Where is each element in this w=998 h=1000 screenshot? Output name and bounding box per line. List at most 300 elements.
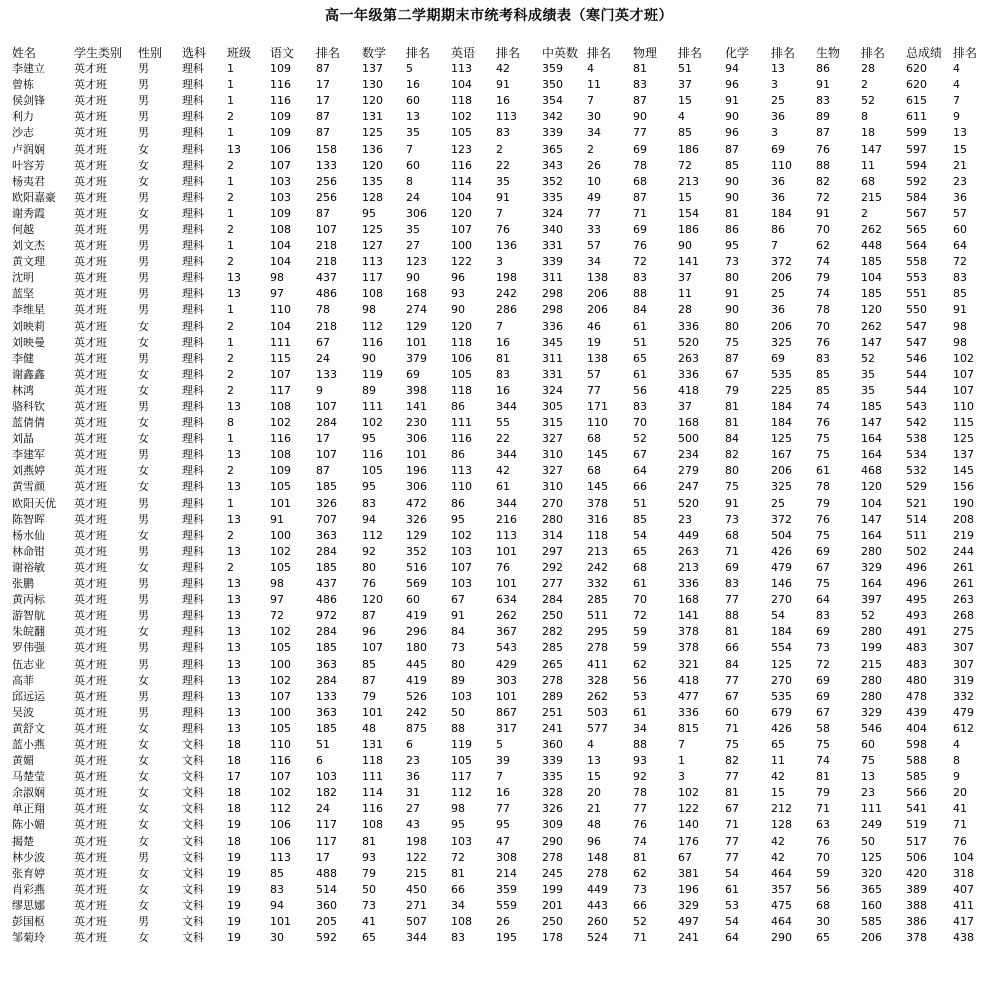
table-cell: 70: [816, 222, 830, 236]
table-cell: 109: [270, 126, 291, 140]
table-cell: 19: [227, 866, 241, 880]
table-cell: 328: [587, 673, 608, 687]
table-cell: 80: [362, 560, 376, 574]
table-cell: 577: [587, 721, 608, 735]
table-cell: 103: [451, 834, 472, 848]
table-cell: 61: [633, 367, 647, 381]
column-header: 选科: [182, 45, 207, 60]
table-cell: 271: [406, 898, 427, 912]
table-cell: 文科: [182, 786, 204, 800]
table-cell: 535: [771, 367, 792, 381]
table-cell: 3: [496, 255, 503, 269]
table-cell: 18: [227, 786, 241, 800]
table-cell: 329: [678, 898, 699, 912]
table-cell: 英才班: [74, 770, 107, 784]
table-cell: 72: [678, 158, 692, 172]
table-cell: 72: [633, 255, 647, 269]
table-cell: 278: [587, 866, 608, 880]
table-cell: 7: [587, 94, 594, 108]
table-cell: 511: [906, 528, 927, 542]
table-cell: 588: [906, 754, 927, 768]
table-row: [12, 206, 981, 222]
table-cell: 96: [451, 271, 465, 285]
table-cell: 320: [861, 866, 882, 880]
table-cell: 27: [406, 802, 420, 816]
table-cell: 514: [316, 882, 337, 896]
table-cell: 219: [953, 528, 974, 542]
table-cell: 118: [451, 94, 472, 108]
table-cell: 363: [316, 705, 337, 719]
table-cell: 306: [406, 432, 427, 446]
table-cell: 125: [771, 657, 792, 671]
table-cell: 101: [496, 544, 517, 558]
table-cell: 284: [316, 416, 337, 430]
table-cell: 41: [362, 915, 376, 929]
table-cell: 刘晶: [12, 432, 34, 446]
table-cell: 214: [496, 866, 517, 880]
table-cell: 79: [362, 689, 376, 703]
table-cell: 81: [725, 416, 739, 430]
table-cell: 陈智晖: [12, 512, 45, 526]
table-cell: 350: [542, 78, 563, 92]
table-cell: 186: [678, 222, 699, 236]
table-cell: 344: [496, 400, 517, 414]
table-cell: 34: [451, 898, 465, 912]
table-cell: 445: [406, 657, 427, 671]
table-cell: 79: [816, 786, 830, 800]
table-cell: 13: [227, 142, 241, 156]
table-cell: 91: [725, 287, 739, 301]
table-cell: 78: [816, 480, 830, 494]
table-cell: 389: [906, 882, 927, 896]
table-row: [12, 560, 981, 576]
table-cell: 119: [362, 367, 383, 381]
table-cell: 108: [270, 448, 291, 462]
table-cell: 31: [406, 786, 420, 800]
table-cell: 158: [316, 142, 337, 156]
table-cell: 77: [725, 770, 739, 784]
table-cell: 111: [861, 802, 882, 816]
table-cell: 50: [362, 882, 376, 896]
table-cell: 547: [906, 319, 927, 333]
table-cell: 125: [861, 850, 882, 864]
table-cell: 314: [542, 528, 563, 542]
table-cell: 53: [633, 689, 647, 703]
table-cell: 599: [906, 126, 927, 140]
table-cell: 136: [362, 142, 383, 156]
table-cell: 理科: [182, 287, 204, 301]
table-cell: 292: [542, 560, 563, 574]
table-cell: 余淑娴: [12, 786, 45, 800]
table-cell: 沈明: [12, 271, 34, 285]
table-cell: 男: [138, 110, 149, 124]
table-cell: 339: [542, 255, 563, 269]
table-cell: 林少波: [12, 850, 45, 864]
table-cell: 620: [906, 78, 927, 92]
table-cell: 89: [816, 110, 830, 124]
table-cell: 68: [633, 560, 647, 574]
table-cell: 2: [861, 78, 868, 92]
table-cell: 39: [496, 754, 510, 768]
table-cell: 19: [227, 818, 241, 832]
table-cell: 464: [771, 915, 792, 929]
table-cell: 83: [633, 78, 647, 92]
table-cell: 199: [542, 882, 563, 896]
table-cell: 英才班: [74, 834, 107, 848]
table-row: [12, 270, 981, 286]
table-cell: 68: [725, 528, 739, 542]
table-cell: 546: [861, 721, 882, 735]
table-cell: 91: [816, 206, 830, 220]
table-cell: 理科: [182, 271, 204, 285]
table-cell: 112: [362, 528, 383, 542]
table-cell: 120: [362, 593, 383, 607]
table-cell: 867: [496, 705, 517, 719]
table-cell: 83: [270, 882, 284, 896]
table-cell: 60: [725, 705, 739, 719]
table-cell: 1: [678, 754, 685, 768]
table-cell: 251: [542, 705, 563, 719]
table-cell: 16: [496, 94, 510, 108]
table-cell: 75: [725, 335, 739, 349]
table-cell: 理科: [182, 351, 204, 365]
table-cell: 535: [771, 689, 792, 703]
table-cell: 280: [542, 512, 563, 526]
grades-table: [12, 44, 981, 946]
table-cell: 56: [633, 383, 647, 397]
table-cell: 426: [771, 721, 792, 735]
column-header: 排名: [861, 45, 886, 60]
table-cell: 17: [316, 432, 330, 446]
table-cell: 13: [227, 689, 241, 703]
column-header: 学生类别: [74, 45, 123, 60]
table-cell: 107: [270, 158, 291, 172]
table-cell: 81: [633, 62, 647, 76]
table-cell: 76: [496, 560, 510, 574]
table-cell: 理科: [182, 577, 204, 591]
table-cell: 443: [587, 898, 608, 912]
table-row: [12, 174, 981, 190]
table-cell: 815: [678, 721, 699, 735]
table-cell: 107: [270, 689, 291, 703]
table-cell: 130: [362, 78, 383, 92]
table-cell: 101: [406, 335, 427, 349]
table-cell: 理科: [182, 367, 204, 381]
table-cell: 141: [678, 255, 699, 269]
table-row: [12, 61, 981, 77]
table-cell: 411: [953, 898, 974, 912]
table-cell: 147: [861, 416, 882, 430]
table-cell: 1: [227, 206, 234, 220]
table-cell: 男: [138, 271, 149, 285]
table-cell: 109: [270, 110, 291, 124]
table-cell: 理科: [182, 303, 204, 317]
table-cell: 98: [270, 577, 284, 591]
table-cell: 理科: [182, 528, 204, 542]
table-cell: 11: [678, 287, 692, 301]
table-cell: 108: [362, 818, 383, 832]
table-cell: 241: [542, 721, 563, 735]
table-cell: 英才班: [74, 657, 107, 671]
table-cell: 91: [953, 303, 967, 317]
table-cell: 160: [861, 898, 882, 912]
table-cell: 85: [816, 383, 830, 397]
table-cell: 212: [771, 802, 792, 816]
table-cell: 105: [451, 126, 472, 140]
table-row: [12, 640, 981, 656]
table-cell: 21: [953, 158, 967, 172]
table-cell: 138: [587, 351, 608, 365]
table-cell: 363: [316, 528, 337, 542]
table-cell: 76: [953, 834, 967, 848]
table-cell: 侯剑锋: [12, 94, 45, 108]
table-cell: 林鸿: [12, 383, 34, 397]
table-cell: 69: [816, 544, 830, 558]
table-cell: 379: [406, 351, 427, 365]
table-cell: 141: [678, 609, 699, 623]
table-cell: 23: [678, 512, 692, 526]
table-cell: 理科: [182, 94, 204, 108]
table-cell: 69: [725, 560, 739, 574]
table-cell: 167: [771, 448, 792, 462]
table-cell: 罗伟强: [12, 641, 45, 655]
table-cell: 69: [406, 367, 420, 381]
table-cell: 53: [725, 898, 739, 912]
table-cell: 101: [362, 705, 383, 719]
table-cell: 76: [816, 416, 830, 430]
table-cell: 理科: [182, 206, 204, 220]
table-cell: 120: [861, 303, 882, 317]
table-cell: 男: [138, 94, 149, 108]
table-cell: 13: [227, 271, 241, 285]
table-cell: 553: [906, 271, 927, 285]
table-cell: 90: [362, 351, 376, 365]
table-cell: 英才班: [74, 593, 107, 607]
table-cell: 331: [542, 239, 563, 253]
table-cell: 280: [861, 625, 882, 639]
table-cell: 吴波: [12, 705, 34, 719]
table-cell: 326: [542, 802, 563, 816]
table-row: [12, 367, 981, 383]
table-cell: 73: [451, 641, 465, 655]
table-cell: 81: [633, 850, 647, 864]
table-cell: 28: [678, 303, 692, 317]
table-cell: 103: [270, 190, 291, 204]
table-cell: 260: [587, 915, 608, 929]
table-cell: 女: [138, 721, 149, 735]
table-cell: 106: [270, 818, 291, 832]
table-cell: 60: [861, 737, 875, 751]
table-cell: 77: [633, 126, 647, 140]
table-cell: 397: [861, 593, 882, 607]
table-cell: 69: [633, 142, 647, 156]
table-cell: 77: [496, 802, 510, 816]
column-header: 语文: [270, 45, 295, 60]
table-cell: 532: [906, 464, 927, 478]
table-cell: 111: [270, 335, 291, 349]
table-cell: 61: [496, 480, 510, 494]
table-cell: 女: [138, 480, 149, 494]
table-cell: 80: [725, 464, 739, 478]
table-cell: 483: [906, 657, 927, 671]
table-cell: 90: [451, 303, 465, 317]
table-cell: 欧阳嘉豪: [12, 190, 56, 204]
table-cell: 16: [406, 78, 420, 92]
table-cell: 36: [406, 770, 420, 784]
table-cell: 13: [227, 673, 241, 687]
table-cell: 110: [771, 158, 792, 172]
table-cell: 85: [678, 126, 692, 140]
table-cell: 15: [678, 94, 692, 108]
table-cell: 280: [861, 544, 882, 558]
table-cell: 2: [227, 464, 234, 478]
table-cell: 275: [953, 625, 974, 639]
table-cell: 290: [542, 834, 563, 848]
table-cell: 女: [138, 898, 149, 912]
table-cell: 文科: [182, 931, 204, 945]
table-cell: 206: [771, 319, 792, 333]
table-cell: 78: [633, 158, 647, 172]
table-cell: 419: [406, 609, 427, 623]
table-row: [12, 447, 981, 463]
table-cell: 74: [816, 287, 830, 301]
table-cell: 87: [633, 94, 647, 108]
table-cell: 190: [953, 496, 974, 510]
table-cell: 491: [906, 625, 927, 639]
table-cell: 74: [816, 400, 830, 414]
table-cell: 76: [633, 818, 647, 832]
table-cell: 76: [496, 222, 510, 236]
table-cell: 英才班: [74, 673, 107, 687]
table-cell: 104: [451, 78, 472, 92]
table-cell: 83: [725, 577, 739, 591]
table-row: [12, 77, 981, 93]
table-cell: 英才班: [74, 544, 107, 558]
table-cell: 9: [953, 770, 960, 784]
table-cell: 98: [451, 802, 465, 816]
table-cell: 106: [270, 834, 291, 848]
table-cell: 30: [270, 931, 284, 945]
table-cell: 5: [406, 62, 413, 76]
table-cell: 359: [496, 882, 517, 896]
table-cell: 91: [496, 190, 510, 204]
column-header: 性别: [138, 45, 163, 60]
table-cell: 278: [587, 641, 608, 655]
table-cell: 缪思娜: [12, 898, 45, 912]
table-cell: 20: [953, 786, 967, 800]
column-header: 排名: [496, 45, 521, 60]
table-row: [12, 866, 981, 882]
table-cell: 378: [678, 625, 699, 639]
table-cell: 25: [771, 287, 785, 301]
table-cell: 592: [316, 931, 337, 945]
table-cell: 77: [725, 593, 739, 607]
table-cell: 116: [270, 78, 291, 92]
table-cell: 90: [725, 190, 739, 204]
table-cell: 89: [451, 673, 465, 687]
table-cell: 骆科钦: [12, 400, 45, 414]
table-cell: 344: [496, 448, 517, 462]
table-cell: 88: [725, 609, 739, 623]
table-row: [12, 608, 981, 624]
table-cell: 517: [906, 834, 927, 848]
table-cell: 185: [861, 255, 882, 269]
table-cell: 81: [725, 625, 739, 639]
table-cell: 85: [725, 158, 739, 172]
table-cell: 74: [816, 255, 830, 269]
table-cell: 英才班: [74, 351, 107, 365]
table-cell: 475: [771, 898, 792, 912]
table-cell: 147: [861, 335, 882, 349]
table-cell: 79: [362, 866, 376, 880]
table-cell: 女: [138, 464, 149, 478]
table-cell: 483: [906, 641, 927, 655]
table-cell: 78: [816, 303, 830, 317]
table-cell: 27: [406, 239, 420, 253]
table-cell: 男: [138, 222, 149, 236]
table-cell: 英才班: [74, 786, 107, 800]
table-cell: 75: [816, 448, 830, 462]
table-cell: 13: [771, 62, 785, 76]
table-cell: 122: [678, 802, 699, 816]
table-cell: 2: [227, 190, 234, 204]
table-row: [12, 415, 981, 431]
table-cell: 69: [771, 351, 785, 365]
table-cell: 261: [953, 560, 974, 574]
table-cell: 88: [816, 158, 830, 172]
table-cell: 420: [906, 866, 927, 880]
table-cell: 英才班: [74, 110, 107, 124]
table-cell: 17: [227, 770, 241, 784]
table-cell: 85: [362, 657, 376, 671]
table-cell: 理科: [182, 641, 204, 655]
table-cell: 479: [953, 705, 974, 719]
table-cell: 90: [725, 174, 739, 188]
table-cell: 90: [633, 110, 647, 124]
table-cell: 91: [496, 78, 510, 92]
table-cell: 270: [771, 593, 792, 607]
table-cell: 480: [906, 673, 927, 687]
table-cell: 597: [906, 142, 927, 156]
table-cell: 1: [227, 239, 234, 253]
table-cell: 朱皖翻: [12, 625, 45, 639]
table-cell: 86: [451, 400, 465, 414]
table-cell: 81: [362, 834, 376, 848]
table-cell: 411: [587, 657, 608, 671]
table-cell: 61: [633, 705, 647, 719]
table-cell: 107: [316, 222, 337, 236]
table-cell: 61: [633, 577, 647, 591]
table-cell: 理科: [182, 480, 204, 494]
table-cell: 理科: [182, 609, 204, 623]
table-cell: 129: [406, 319, 427, 333]
table-cell: 541: [906, 802, 927, 816]
table-cell: 72: [270, 609, 284, 623]
table-cell: 理科: [182, 190, 204, 204]
table-cell: 321: [678, 657, 699, 671]
table-cell: 65: [816, 931, 830, 945]
table-cell: 215: [861, 190, 882, 204]
table-cell: 李建立: [12, 62, 45, 76]
table-cell: 80: [725, 271, 739, 285]
table-cell: 67: [816, 705, 830, 719]
table-cell: 225: [771, 383, 792, 397]
table-cell: 398: [406, 383, 427, 397]
table-row: [12, 512, 981, 528]
table-cell: 理科: [182, 383, 204, 397]
table-cell: 148: [587, 850, 608, 864]
table-cell: 理科: [182, 593, 204, 607]
